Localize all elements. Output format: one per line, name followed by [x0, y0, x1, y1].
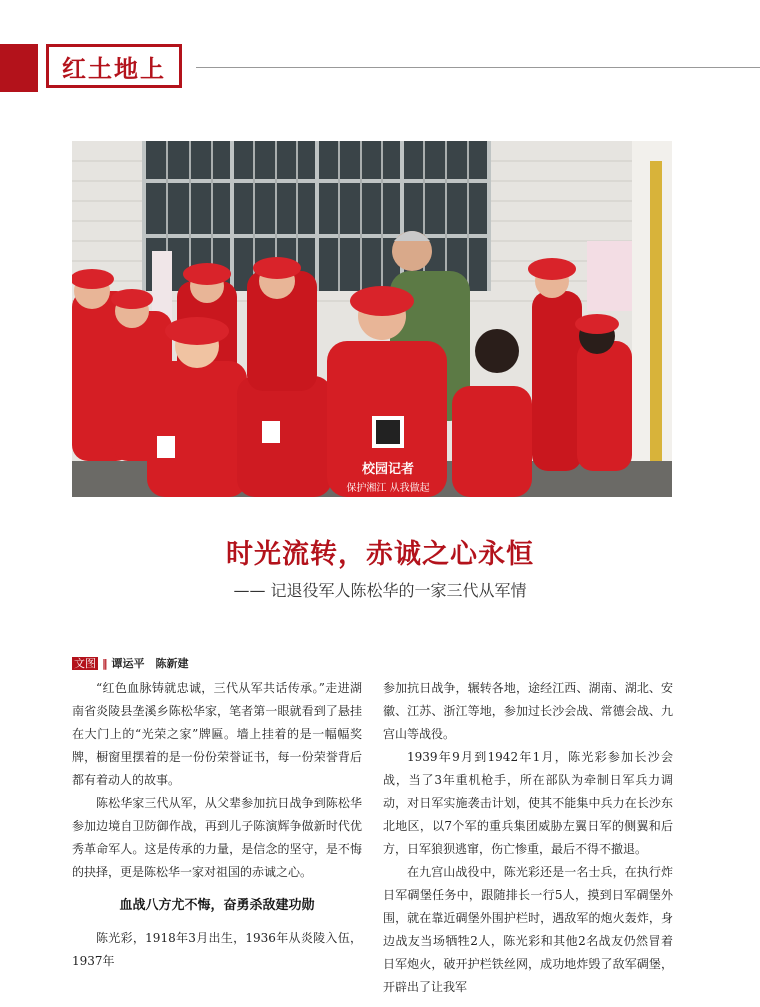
paragraph: 陈光彩，1918年3月出生，1936年从炎陵入伍，1937年: [72, 931, 362, 968]
paragraph: “红色血脉铸就忠诚，三代从军共话传承。”走进湖南省炎陵县垄溪乡陈松华家，笔者第一眼就看到了悬挂在大门上的“光荣之家”牌匾。墙上挂着的是一幅幅奖牌，橱窗里摆着的是一份份荣誉证书，每一份荣誉背后都有着动人的故事。: [72, 681, 362, 787]
paragraph: 1939年9月到1942年1月，陈光彩参加长沙会战，当了3年重机枪手，所在部队为牵制日军兵力调动，对日军实施袭击计划，使其不能集中兵力在长沙东北地区，以7个军的重兵集团威胁左翼日军的侧翼和后方，日军狼狈逃窜，伤亡惨重，最后不得不撤退。: [383, 750, 673, 856]
vest-text-1: 校园记者: [361, 462, 415, 477]
article-subtitle: —— 记退役军人陈松华的一家三代从军情: [233, 581, 527, 600]
paragraph: 在九宫山战役中，陈光彩还是一名士兵，在执行炸日军碉堡任务中，跟随排长一行5人，摸到日军碉堡外围，就在靠近碉堡外围护栏时，遇敌军的炮火轰炸，身边战友当场牺牲2人，陈光彩和其他2名战友仍然冒着日军炮火，破开护栏铁丝网，成功地炸毁了敌军碉堡，开辟出了让我军: [383, 865, 673, 994]
byline-separator: ‖: [102, 656, 108, 670]
article-photo: [72, 141, 672, 497]
left-column: [72, 677, 362, 973]
header-red-block: [0, 44, 38, 92]
article-title: 时光流转，赤诚之心永恒: [226, 539, 534, 570]
header-rule: [196, 67, 760, 68]
section-label: 红土地上: [46, 44, 182, 88]
byline-tag: 文图: [74, 656, 96, 670]
vest-text-2: 保护湘江 从我做起: [346, 483, 430, 494]
photo-illustration: [72, 141, 672, 497]
byline: [72, 655, 189, 671]
right-column: [383, 677, 673, 999]
section-subhead: 血战八方尤不悔，奋勇杀敌建功勋: [119, 898, 315, 913]
paragraph: 陈松华家三代从军，从父辈参加抗日战争到陈松华参加边境自卫防御作战，再到儿子陈演辉争做新时代优秀革命军人。这是传承的力量，是信念的坚守，是不悔的抉择，更是陈松华一家对祖国的赤诚之心。: [72, 796, 362, 879]
paragraph: 参加抗日战争，辗转各地，途经江西、湖南、湖北、安徽、江苏、浙江等地，参加过长沙会战、常德会战、九宫山等战役。: [383, 681, 673, 741]
byline-authors: 谭运平 陈新建: [111, 657, 189, 670]
